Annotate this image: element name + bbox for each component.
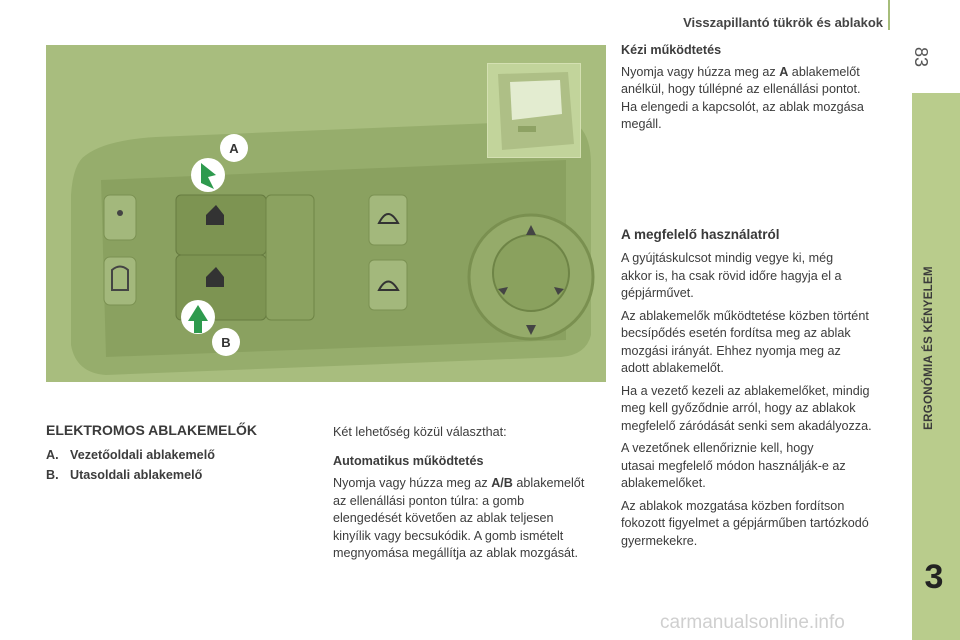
manual-line-4: megáll. xyxy=(621,117,662,131)
auto-line-4: kinyílik vagy becsukódik. A gomb ismételt xyxy=(333,528,564,543)
legend-item-a: A. Vezetőoldali ablakemelő xyxy=(46,448,215,462)
usage-section xyxy=(621,250,906,550)
led-dot xyxy=(117,210,123,216)
child-lock-button xyxy=(104,257,136,305)
section-heading: ELEKTROMOS ABLAKEMELŐK xyxy=(46,422,258,438)
manual-heading: Kézi működtetés xyxy=(621,43,722,57)
running-header: Visszapillantó tükrök és ablakok xyxy=(683,15,883,30)
usage-paragraph-4: A vezetőnek ellenőriznie kell, hogy utasai megfelelő módon használják-e az ablakemelőket. xyxy=(621,441,846,490)
chapter-name: ERGONÓMIA ÉS KÉNYELEM xyxy=(923,266,935,430)
auto-line-5: megnyomása megállítja az ablak mozgását. xyxy=(333,546,579,560)
auto-line-1: Nyomja vagy húzza meg az A/B ablakemelőt xyxy=(333,476,585,490)
chapter-number: 3 xyxy=(924,558,944,596)
mirror-joystick-knob xyxy=(493,235,569,311)
manual-line-1: Nyomja vagy húzza meg az A ablakemelőt xyxy=(621,64,860,79)
door-window xyxy=(510,80,562,120)
mirror-fold-button xyxy=(369,195,407,245)
auto-heading: Automatikus működtetés xyxy=(333,453,484,468)
usage-paragraph-1: A gyújtáskulcsot mindig vegye ki, még akkor is, ha csak rövid időre hagyja el a gépjárművet. xyxy=(621,251,842,300)
usage-paragraph-3: Ha a vezető kezeli az ablakemelőket, mindig meg kell győződnie arról, hogy az ablakok megfelelő záródását senki sem akadályozza. xyxy=(621,383,872,433)
door-inset-image xyxy=(487,63,581,158)
auto-line-3: elengedését követően az ablak teljesen xyxy=(333,511,554,525)
auto-line-2: az ellenállási ponton túlra: a gomb xyxy=(333,493,525,508)
legend-item-b: B. Utasoldali ablakemelő xyxy=(46,468,203,482)
page-number: 83 xyxy=(911,46,932,68)
label-a: A xyxy=(229,141,239,156)
switch-c xyxy=(266,195,314,320)
manual-line-3: Ha elengedi a kapcsolót, az ablak mozgása xyxy=(621,99,864,114)
watermark-text: carmanualsonline.info xyxy=(660,612,845,633)
door-handle xyxy=(518,126,536,132)
manual-line-2: anélkül, hogy túllépné az ellenállási pontot. xyxy=(621,82,861,96)
middle-column xyxy=(333,424,613,563)
figure-legend xyxy=(46,445,215,485)
lock-button xyxy=(104,195,136,240)
usage-paragraph-5: Az ablakok mozgatása közben fordítson fokozott figyelmet a gépjárműben tartózkodó gyermekekre. xyxy=(621,498,869,548)
intro-text: Két lehetőség közül választhat: xyxy=(333,425,507,439)
label-b: B xyxy=(221,335,231,350)
header-rule xyxy=(888,0,890,30)
manual-section xyxy=(621,42,901,134)
usage-paragraph-2: Az ablakemelők működtetése közben történt becsípődés esetén fordítsa meg az ablak mozgási irányát. Ehhez nyomja meg az adott ablakemelőt. xyxy=(621,308,869,375)
usage-heading: A megfelelő használatról xyxy=(621,227,780,242)
mirror-heat-button xyxy=(369,260,407,310)
